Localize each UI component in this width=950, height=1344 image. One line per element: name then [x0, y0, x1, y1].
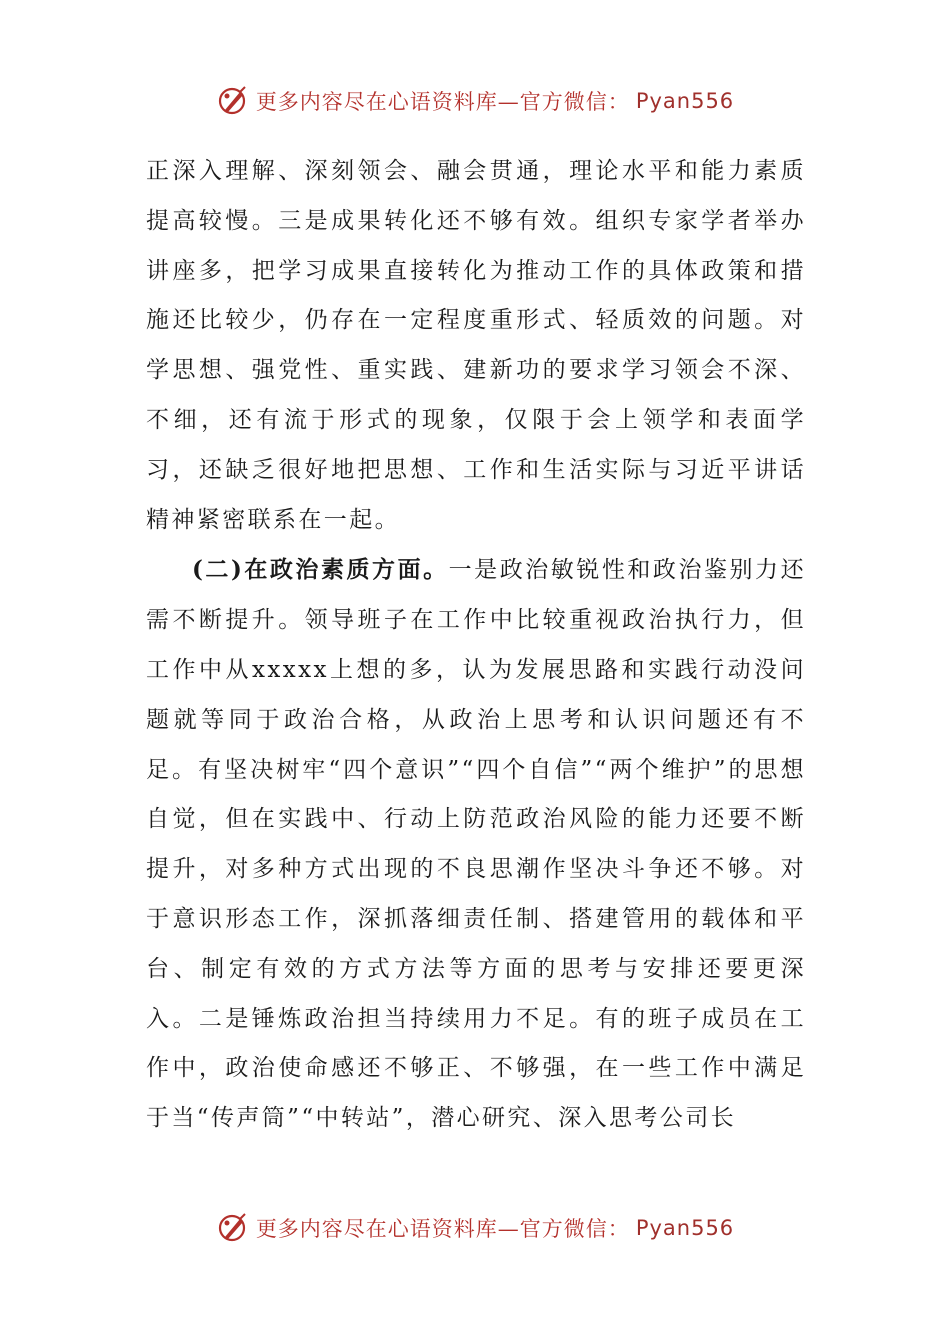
footer-banner-text: 更多内容尽在心语资料库—官方微信： — [255, 1217, 630, 1241]
footer-banner — [0, 1211, 950, 1245]
document-body — [146, 147, 806, 1144]
header-banner-text: 更多内容尽在心语资料库—官方微信： — [255, 90, 630, 114]
paragraph-2-body: 一是政治敏锐性和政治鉴别力还需不断提升。领导班子在工作中比较重视政治执行力，但工作中从xxxxx上想的多，认为发展思路和实践行动没问题就等同于政治合格，从政治上思考和认识问题还有不足。有坚决树牢“四个意识”“四个自信”“两个维护”的思想自觉，但在实践中、行动上防范政治风险的能力还要不断提升，对多种方式出现的不良思潮作坚决斗争还不够。对于意识形态工作，深抓落细责任制、搭建管用的载体和平台、制定有效的方式方法等方面的思考与安排还要更深入。二是锤炼政治担当持续用力不足。有的班子成员在工作中，政治使命感还不够正、不够强，在一些工作中满足于当“传声筒”“中转站”，潜心研究、深入思考公司长 — [146, 557, 806, 1132]
pen-logo-icon — [216, 1211, 250, 1245]
paragraph-2-heading: (二)在政治素质方面。 — [192, 556, 449, 584]
paragraph-1: 正深入理解、深刻领会、融会贯通，理论水平和能力素质提高较慢。三是成果转化还不够有效。组织专家学者举办讲座多，把学习成果直接转化为推动工作的具体政策和措施还比较少，仍存在一定程度重形式、轻质效的问题。对学思想、强党性、重实践、建新功的要求学习领会不深、不细，还有流于形式的现象，仅限于会上领学和表面学习，还缺乏很好地把思想、工作和生活实际与习近平讲话精神紧密联系在一起。 — [146, 158, 806, 533]
pen-logo-icon — [216, 84, 250, 118]
header-banner — [0, 84, 950, 118]
footer-wechat-id: Pyan556 — [635, 1216, 735, 1240]
paragraph-2 — [146, 545, 806, 1144]
header-wechat-id: Pyan556 — [635, 89, 735, 113]
